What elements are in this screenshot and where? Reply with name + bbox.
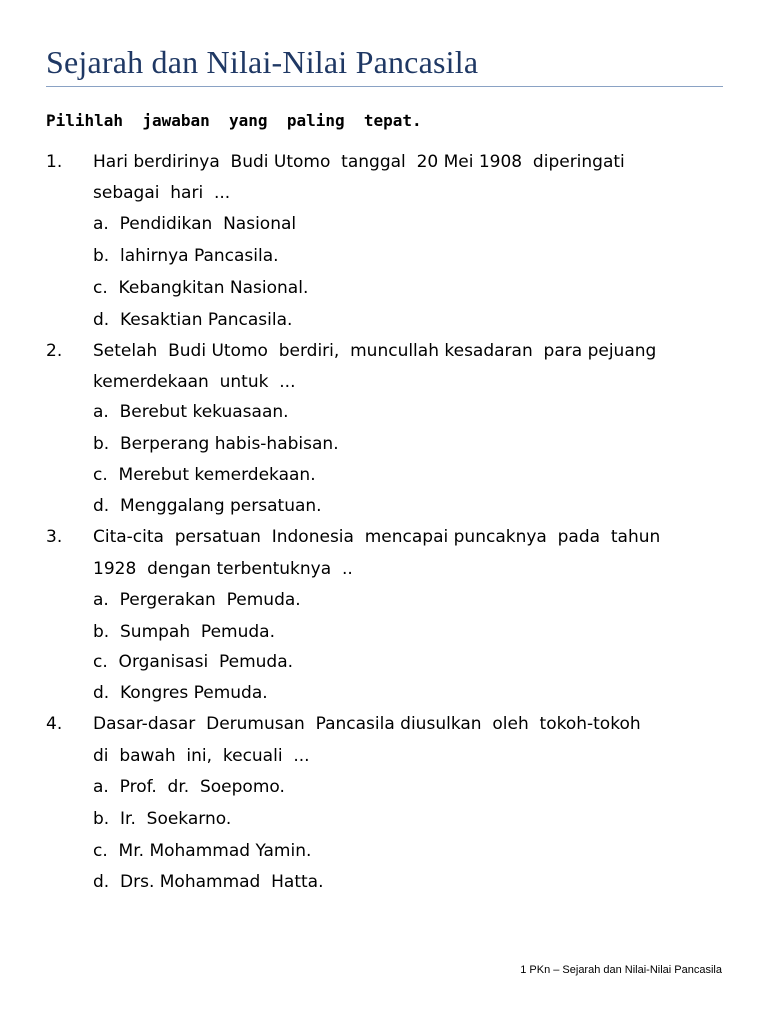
answer-option: a. Pergerakan Pemuda. [93,590,301,610]
question-text-line: Hari berdirinya Budi Utomo tanggal 20 Mei 1908 diperingati [93,152,625,172]
answer-option: c. Merebut kemerdekaan. [93,465,316,485]
question-text-line: Setelah Budi Utomo berdiri, muncullah kesadaran para pejuang [93,341,657,361]
answer-option: b. Sumpah Pemuda. [93,622,275,642]
question-number: 4. [46,714,63,734]
answer-option: d. Menggalang persatuan. [93,496,322,516]
question-text-line: di bawah ini, kecuali ... [93,746,310,766]
question-text-line: kemerdekaan untuk ... [93,372,296,392]
question-number: 2. [46,341,63,361]
answer-option: b. Berperang habis-habisan. [93,434,339,454]
answer-option: b. Ir. Soekarno. [93,809,232,829]
answer-option: a. Pendidikan Nasional [93,214,297,234]
answer-option: d. Kesaktian Pancasila. [93,310,293,330]
answer-option: a. Prof. dr. Soepomo. [93,777,285,797]
question-text-line: sebagai hari ... [93,183,231,203]
question-number: 1. [46,152,63,172]
answer-option: b. lahirnya Pancasila. [93,246,279,266]
page-footer: 1 PKn – Sejarah dan Nilai-Nilai Pancasila [520,964,722,976]
answer-option: d. Drs. Mohammad Hatta. [93,872,324,892]
answer-option: c. Organisasi Pemuda. [93,652,294,672]
answer-option: a. Berebut kekuasaan. [93,402,289,422]
answer-option: c. Mr. Mohammad Yamin. [93,841,312,861]
answer-option: d. Kongres Pemuda. [93,683,268,703]
question-text-line: Cita-cita persatuan Indonesia mencapai puncaknya pada tahun [93,527,661,547]
instruction-text: Pilihlah jawaban yang paling tepat. [46,111,422,130]
question-text-line: Dasar-dasar Derumusan Pancasila diusulkan oleh tokoh-tokoh [93,714,641,734]
document-title: Sejarah dan Nilai-Nilai Pancasila [46,44,479,80]
answer-option: c. Kebangkitan Nasional. [93,278,309,298]
question-text-line: 1928 dengan terbentuknya .. [93,559,353,579]
question-number: 3. [46,527,63,547]
